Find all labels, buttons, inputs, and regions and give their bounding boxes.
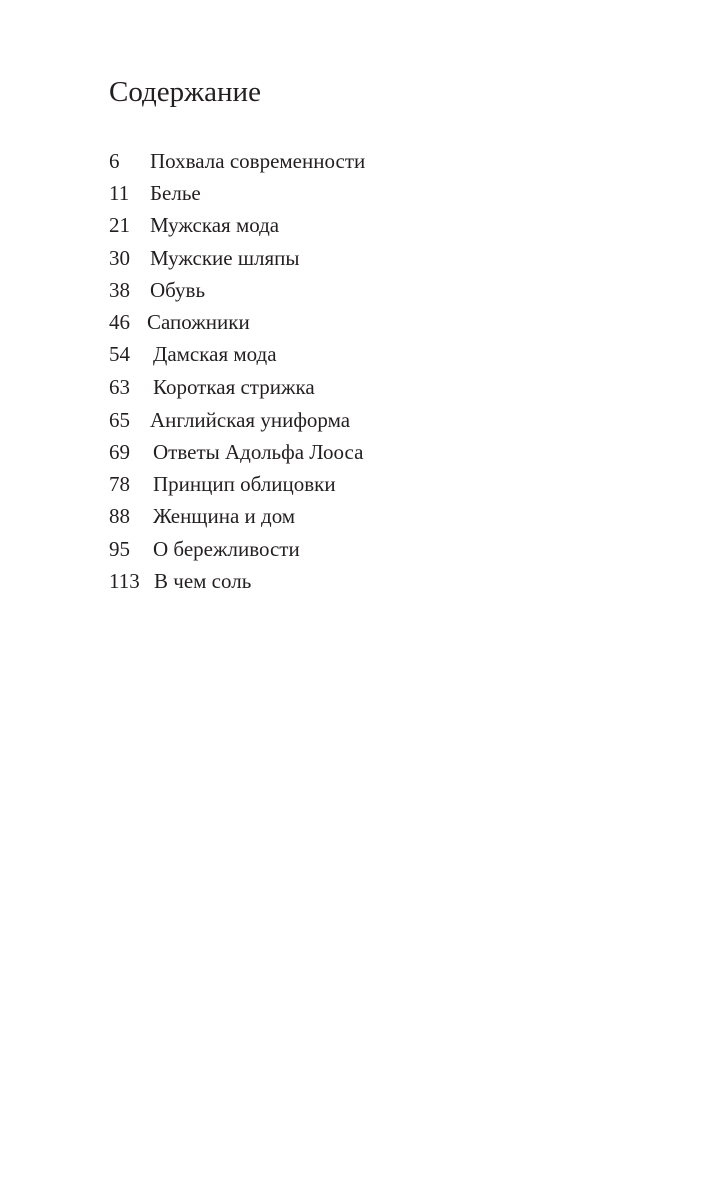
toc-entry-title: Ответы Адольфа Лооса <box>153 440 364 464</box>
toc-entry-title: Английская униформа <box>150 408 351 432</box>
toc-entry-page-number: 6 <box>109 149 120 173</box>
toc-entry-page-number: 65 <box>109 408 130 432</box>
toc-entry-title: Сапожники <box>147 310 250 334</box>
toc-entry-page-number: 95 <box>109 537 130 561</box>
toc-entry-page-number: 11 <box>109 181 130 205</box>
toc-entry-title: О бережливости <box>153 537 300 561</box>
toc-entry-page-number: 21 <box>109 213 130 237</box>
toc-entry-title: Дамская мода <box>153 342 277 366</box>
toc-entry-page-number: 78 <box>109 472 130 496</box>
toc-entry-title: Мужская мода <box>150 213 280 237</box>
page-title: Содержание <box>109 76 261 108</box>
toc-entry-page-number: 46 <box>109 310 130 334</box>
toc-entry-page-number: 30 <box>109 246 130 270</box>
toc-entry-page-number: 113 <box>109 569 140 593</box>
toc-entry-page-number: 38 <box>109 278 130 302</box>
toc-entry-page-number: 54 <box>109 342 130 366</box>
toc-entry-title: Белье <box>150 181 201 205</box>
toc-entry-title: Мужские шляпы <box>150 246 300 270</box>
toc-entry-page-number: 88 <box>109 504 130 528</box>
toc-entry-page-number: 69 <box>109 440 130 464</box>
toc-entry-title: В чем соль <box>154 569 252 593</box>
toc-entry-title: Короткая стрижка <box>153 375 315 399</box>
toc-entry-page-number: 63 <box>109 375 130 399</box>
toc-entry-title: Женщина и дом <box>153 504 296 528</box>
toc-entry-title: Обувь <box>150 278 206 302</box>
toc-entry-title: Принцип облицовки <box>153 472 336 496</box>
toc-entry-title: Похвала современности <box>150 149 366 173</box>
